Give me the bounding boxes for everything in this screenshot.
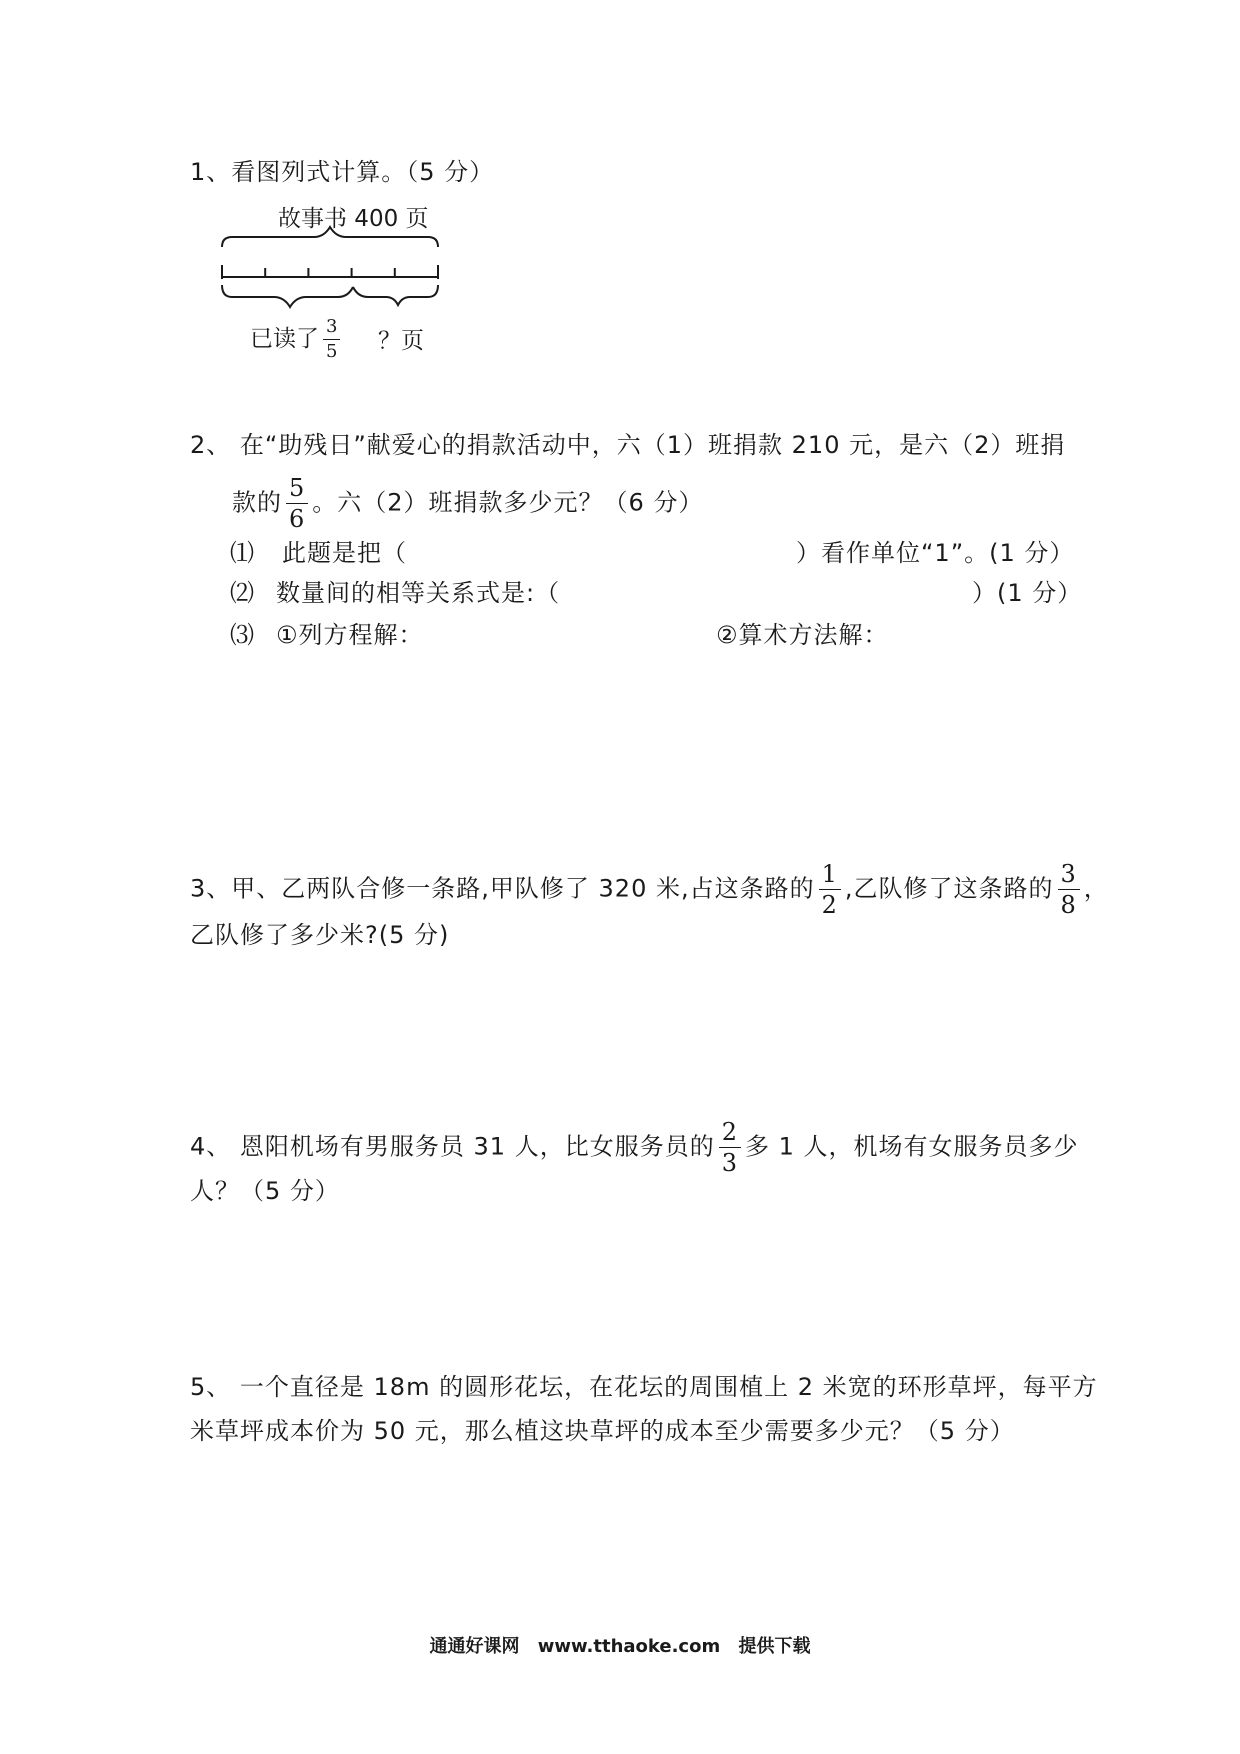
q3-fraction1 (819, 862, 841, 917)
top-brace (222, 227, 438, 247)
q2-sub1-end: ）看作单位“1”。(1 分） (796, 539, 1075, 567)
q4-line1-b: 多 1 人，机场有女服务员多少 (744, 1132, 1079, 1161)
q2-sub3-a: ①列方程解： (276, 621, 424, 649)
q2-fraction-den: 6 (286, 503, 308, 531)
q2-line2-prefix: 款的 (232, 488, 282, 517)
q4-line1-a: 4、 恩阳机场有男服务员 31 人，比女服务员的 (190, 1132, 715, 1161)
q3-line1 (190, 862, 1109, 917)
q3-fraction1-num: 1 (821, 860, 838, 888)
q3-line1-b: ,乙队修了这条路的 (844, 874, 1054, 903)
q3-line1-a: 3、甲、乙两队合修一条路,甲队修了 320 米,占这条路的 (190, 874, 815, 903)
q4-fraction (719, 1120, 741, 1175)
q2-sub2-num: ⑵ (230, 579, 255, 607)
q4-line2: 人？（5 分） (190, 1177, 340, 1205)
q2-fraction (286, 476, 308, 531)
q1-title: 1、看图列式计算。（5 分） (190, 158, 495, 186)
read-brace (222, 285, 353, 307)
q2-line2 (232, 476, 703, 531)
bar-diagram (210, 225, 460, 310)
read-fraction (323, 318, 340, 361)
q3-fraction1-den: 2 (819, 889, 841, 917)
q5-line2: 米草坪成本价为 50 元，那么植这块草坪的成本至少需要多少元？（5 分） (190, 1417, 1015, 1445)
q2-sub2-end: ）(1 分） (972, 579, 1083, 607)
q4-line1 (190, 1120, 1079, 1175)
footer (0, 1632, 1240, 1658)
read-fraction-num: 3 (326, 316, 338, 337)
diagram-top-label: 故事书 400 页 (278, 206, 429, 232)
q3-line1-c: ， (1083, 874, 1109, 903)
unread-brace (353, 285, 438, 305)
q4-fraction-num: 2 (721, 1118, 738, 1146)
q3-fraction2-den: 8 (1058, 889, 1080, 917)
q5-line1: 5、 一个直径是 18m 的圆形花坛，在花坛的周围植上 2 米宽的环形草坪，每平方 (190, 1373, 1098, 1401)
read-fraction-den: 5 (323, 339, 340, 361)
q2-fraction-num: 5 (289, 474, 306, 502)
footer-suffix: 提供下载 (738, 1636, 811, 1657)
q2-sub1-text: 此题是把（ (282, 539, 407, 567)
footer-url[interactable]: www.tthaoke.com (537, 1636, 721, 1657)
q3-fraction2 (1058, 862, 1080, 917)
q3-line2: 乙队修了多少米?(5 分) (190, 921, 450, 949)
q2-sub2-text: 数量间的相等关系式是:（ (276, 579, 561, 607)
read-label-group (250, 318, 344, 361)
read-label: 已读了 (250, 326, 319, 352)
q3-fraction2-num: 3 (1060, 860, 1077, 888)
q2-sub1-num: ⑴ (230, 539, 255, 567)
q4-fraction-den: 3 (719, 1147, 741, 1175)
q2-line1: 2、 在“助残日”献爱心的捐款活动中，六（1）班捐款 210 元，是六（2）班捐 (190, 431, 1066, 459)
footer-site-name: 通通好课网 (429, 1636, 520, 1657)
q2-sub3-num: ⑶ (230, 621, 255, 649)
q2-sub3-b: ②算术方法解： (716, 621, 889, 649)
unknown-label: ？页 (378, 328, 424, 354)
q2-line2-suffix: 。六（2）班捐款多少元？（6 分） (312, 488, 704, 517)
